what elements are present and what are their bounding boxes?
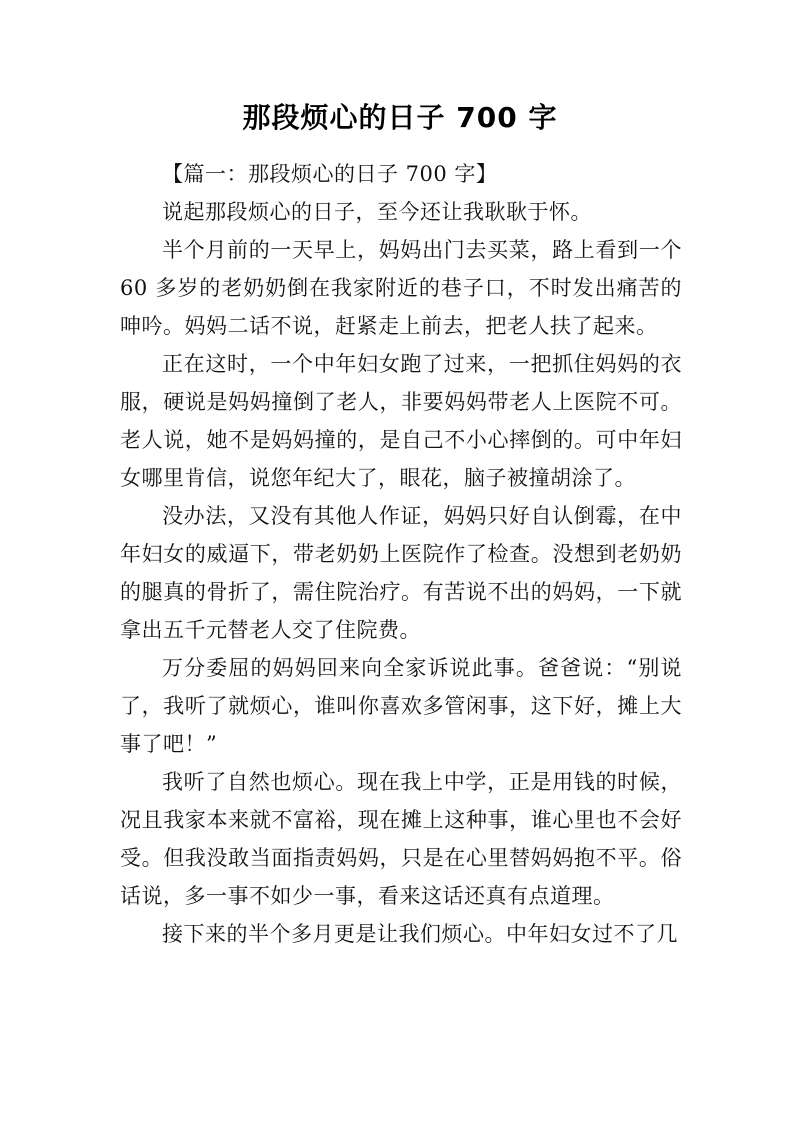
- document-body: [120, 155, 682, 953]
- paragraph: 我听了自然也烦心。现在我上中学，正是用钱的时候，况且我家本来就不富裕，现在摊上这种事，谁心里也不会好受。但我没敢当面指责妈妈，只是在心里替妈妈抱不平。俗话说，多一事不如少一事，看来这话还真有点道理。: [120, 770, 682, 908]
- paragraph: 万分委屈的妈妈回来向全家诉说此事。爸爸说：“别说了，我听了就烦心，谁叫你喜欢多管闲事，这下好，摊上大事了吧！”: [120, 656, 682, 756]
- paragraph: 接下来的半个多月更是让我们烦心。中年妇女过不了几: [162, 922, 678, 946]
- paragraph: 没办法，又没有其他人作证，妈妈只好自认倒霉，在中年妇女的威逼下，带老奶奶上医院作了检查。没想到老奶奶的腿真的骨折了，需住院治疗。有苦说不出的妈妈，一下就拿出五千元替老人交了住院费。: [120, 504, 682, 642]
- document-title: 那段烦心的日子 700 字: [242, 101, 558, 134]
- paragraph: 说起那段烦心的日子，至今还让我耿耿于怀。: [162, 200, 592, 224]
- section-heading: 【篇一：那段烦心的日子 700 字】: [162, 162, 498, 186]
- paragraph: 正在这时，一个中年妇女跑了过来，一把抓住妈妈的衣服，硬说是妈妈撞倒了老人，非要妈妈带老人上医院不可。老人说，她不是妈妈撞的，是自己不小心摔倒的。可中年妇女哪里肯信，说您年纪大了，眼花，脑子被撞胡涂了。: [120, 352, 682, 490]
- paragraph: 半个月前的一天早上，妈妈出门去买菜，路上看到一个 60 多岁的老奶奶倒在我家附近的巷子口，不时发出痛苦的呻吟。妈妈二话不说，赶紧走上前去，把老人扶了起来。: [120, 238, 682, 338]
